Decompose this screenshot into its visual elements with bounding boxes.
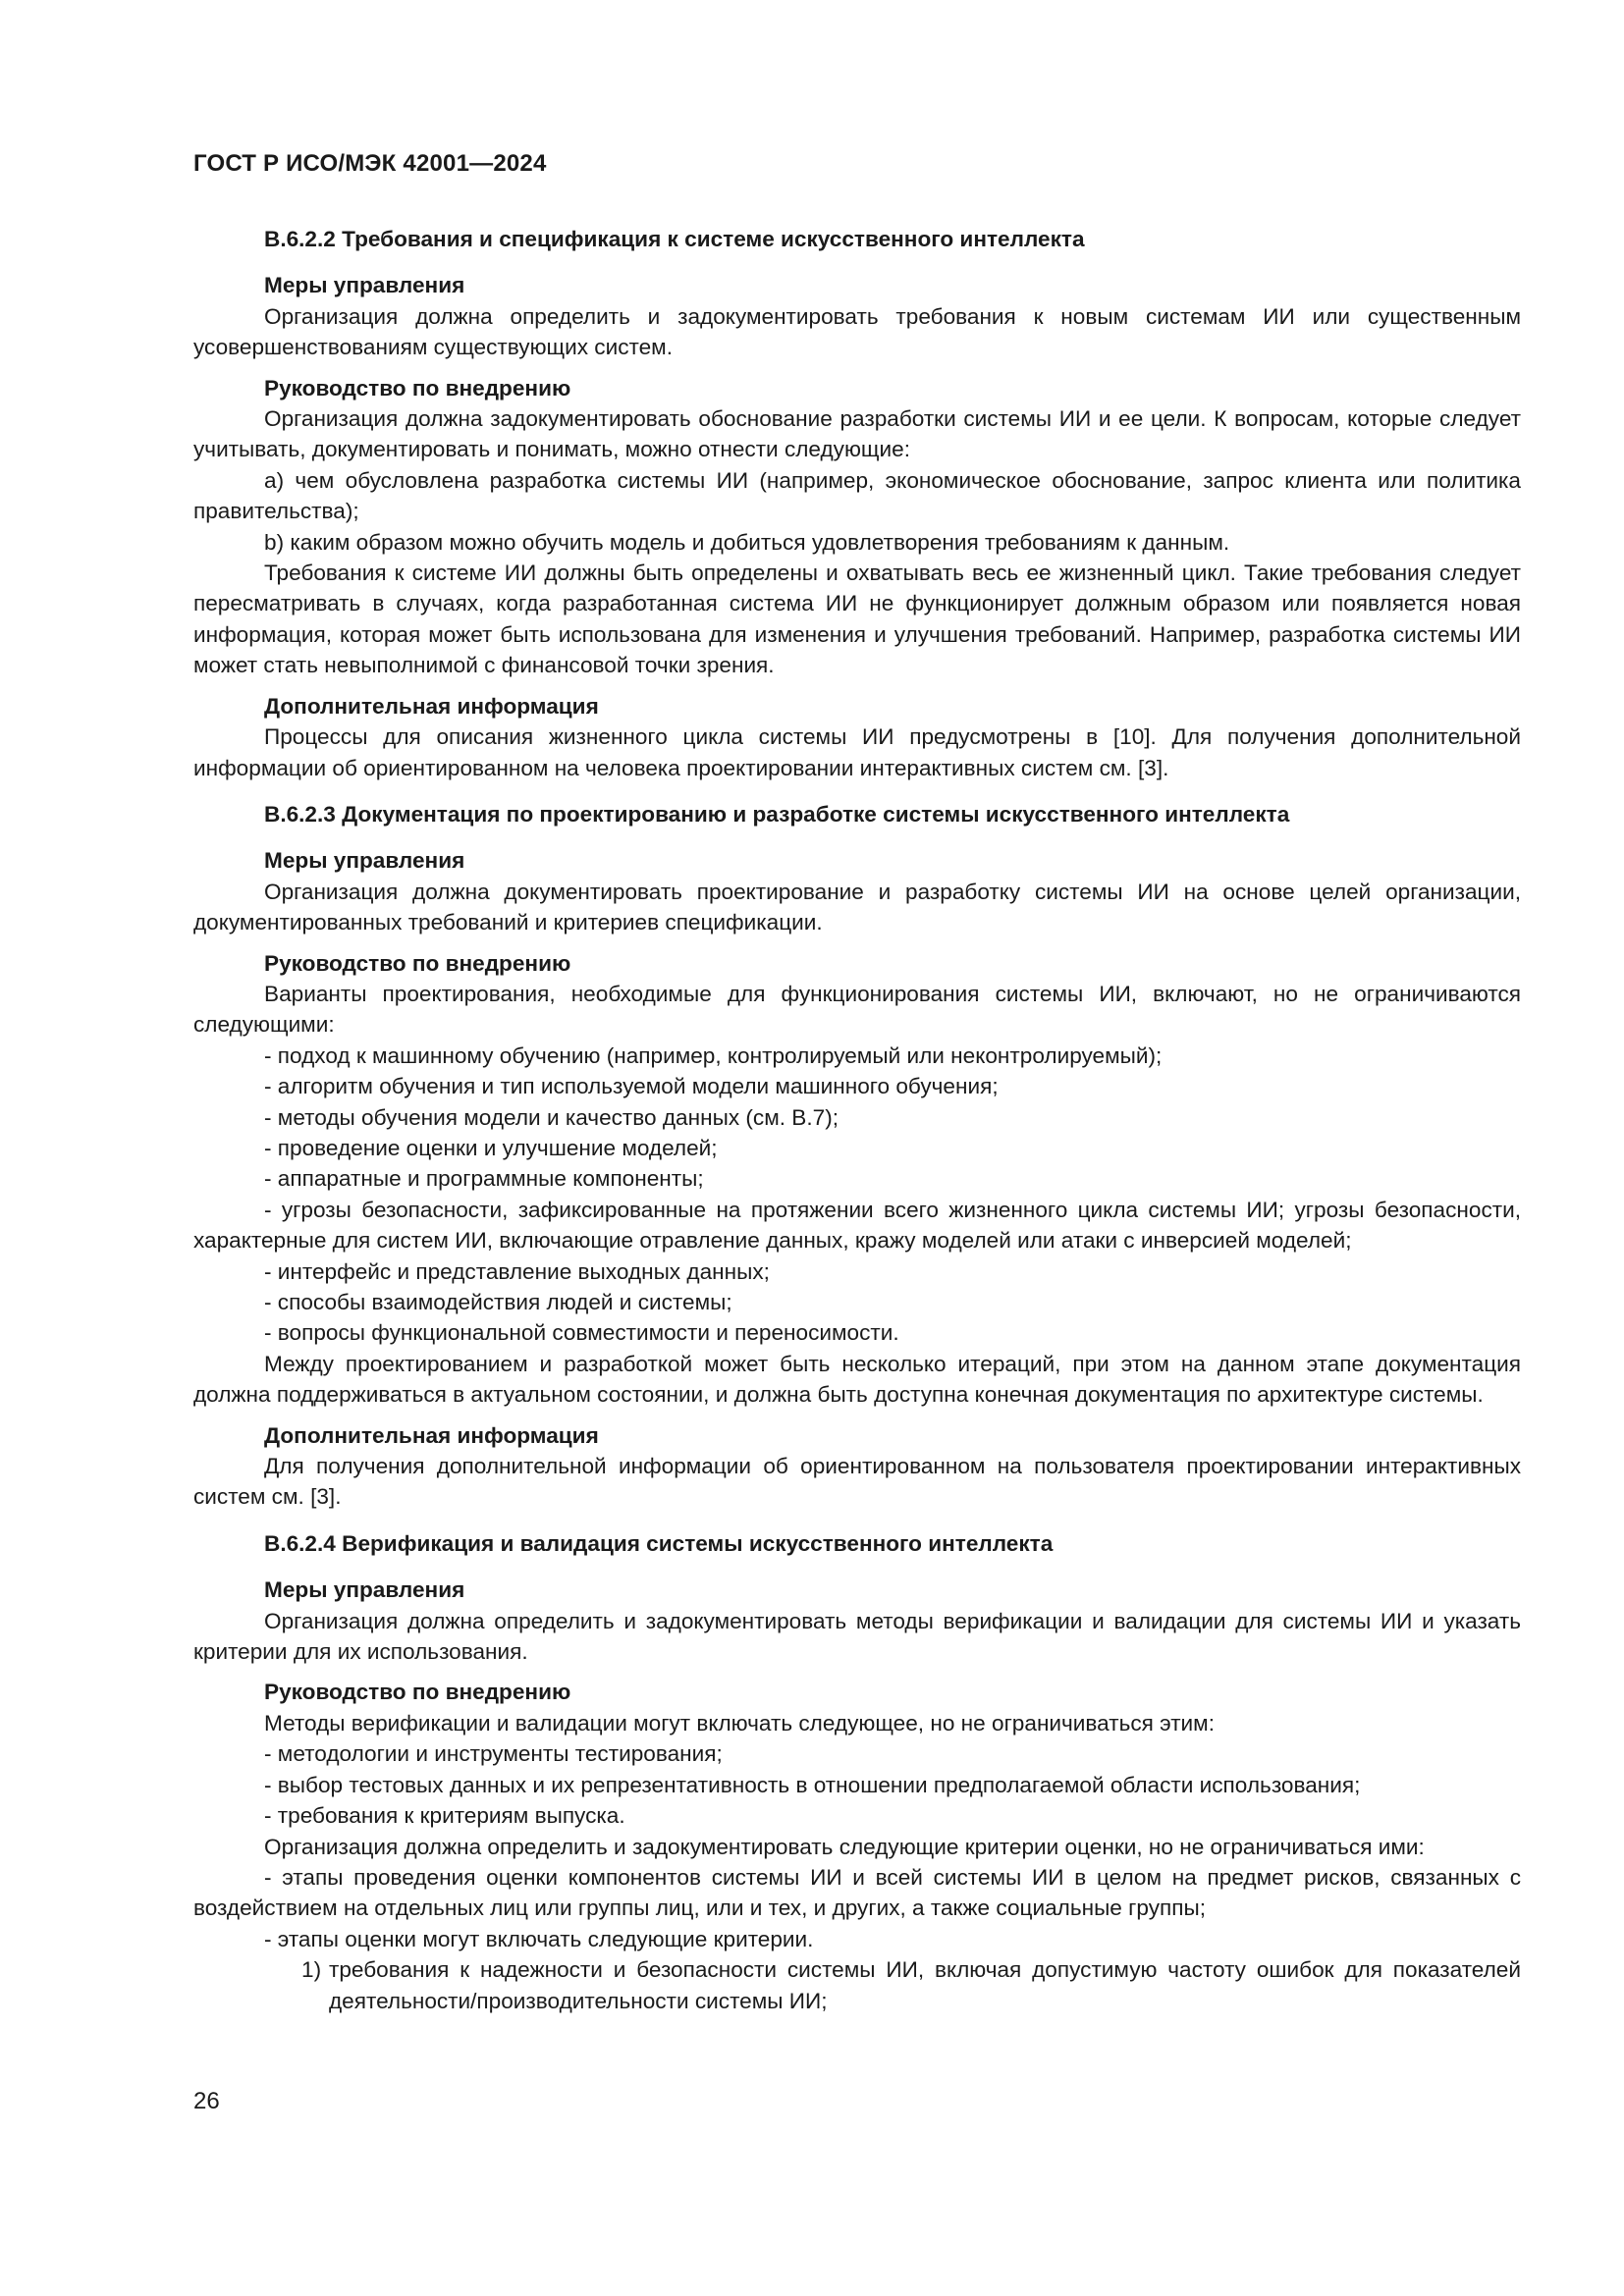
paragraph: Организация должна документировать проектирование и разработку системы ИИ на основе целей организации, документированных требований и критериев спецификации.: [193, 879, 1521, 935]
list-item: a) чем обусловлена разработка системы ИИ (например, экономическое обоснование, запрос клиента или политика правительства);: [193, 467, 1521, 524]
page-number: 26: [193, 2088, 220, 2114]
paragraph: Организация должна задокументировать обоснование разработки системы ИИ и ее цели. К вопросам, которые следует учитывать, документировать и понимать, можно отнести следующие:: [193, 406, 1521, 462]
section-title-b622: В.6.2.2 Требования и спецификация к системе искусственного интеллекта: [264, 227, 1085, 251]
section-title-b623: В.6.2.3 Документация по проектированию и разработке системы искусственного интеллекта: [264, 801, 1290, 827]
guidance-heading: Руководство по внедрению: [264, 1680, 571, 1705]
document-body: [193, 224, 1521, 2016]
item-number: 1): [301, 1957, 322, 1983]
item-text: требования к надежности и безопасности системы ИИ, включая допустимую частоту ошибок для показателей деятельности/производительности системы ИИ;: [329, 1957, 1521, 2013]
guidance-heading: Руководство по внедрению: [264, 375, 571, 400]
paragraph: Варианты проектирования, необходимые для функционирования системы ИИ, включают, но не ограничиваются следующими:: [193, 981, 1521, 1038]
list-item: - этапы проведения оценки компонентов системы ИИ и всей системы ИИ в целом на предмет рисков, связанных с воздействием на отдельных лиц или группы лиц, или и тех, и других, а также социальные группы;: [193, 1864, 1521, 1921]
list-item: - аппаратные и программные компоненты;: [264, 1166, 704, 1192]
guidance-heading: Руководство по внедрению: [264, 950, 571, 976]
list-item: b) каким образом можно обучить модель и добиться удовлетворения требованиям к данным.: [264, 529, 1230, 555]
additional-info-heading: Дополнительная информация: [264, 693, 599, 719]
list-item: - способы взаимодействия людей и системы;: [264, 1290, 732, 1314]
list-item: - вопросы функциональной совместимости и переносимости.: [264, 1320, 899, 1346]
paragraph: Методы верификации и валидации могут включать следующее, но не ограничиваться этим:: [264, 1710, 1215, 1735]
paragraph: Для получения дополнительной информации об ориентированном на пользователя проектировании интерактивных систем см. [3].: [193, 1454, 1521, 1510]
paragraph: Между проектированием и разработкой может быть несколько итераций, при этом на данном этапе документация должна поддерживаться в актуальном состоянии, и должна быть доступна конечная документация по архитектуре системы.: [193, 1351, 1521, 1408]
list-item: - выбор тестовых данных и их репрезентативность в отношении предполагаемой области использования;: [264, 1772, 1361, 1797]
paragraph: Организация должна определить и задокументировать требования к новым системам ИИ или существенным усовершенствованиям существующих систем.: [193, 303, 1521, 360]
list-item: - интерфейс и представление выходных данных;: [264, 1258, 770, 1284]
list-item: - проведение оценки и улучшение моделей;: [264, 1135, 718, 1160]
list-item: - угрозы безопасности, зафиксированные на протяжении всего жизненного цикла системы ИИ; угрозы безопасности, характерные для систем ИИ, включающие отравление данных, кражу моделей или атаки с инверсией моделей;: [193, 1197, 1521, 1254]
numbered-item: [193, 1954, 1521, 2016]
document-header: ГОСТ Р ИСО/МЭК 42001—2024: [193, 150, 547, 177]
paragraph: Организация должна определить и задокументировать методы верификации и валидации для системы ИИ и указать критерии для их использования.: [193, 1608, 1521, 1665]
list-item: - алгоритм обучения и тип используемой модели машинного обучения;: [264, 1074, 999, 1099]
controls-heading: Меры управления: [264, 1577, 465, 1603]
list-item: - этапы оценки могут включать следующие критерии.: [264, 1926, 814, 1951]
additional-info-heading: Дополнительная информация: [264, 1422, 599, 1448]
list-item: - требования к критериям выпуска.: [264, 1803, 625, 1829]
list-item: - методы обучения модели и качество данных (см. В.7);: [264, 1104, 839, 1130]
list-item: - методологии и инструменты тестирования;: [264, 1741, 723, 1767]
paragraph: Процессы для описания жизненного цикла системы ИИ предусмотрены в [10]. Для получения дополнительной информации об ориентированном на человека проектировании интерактивных систем см. [3].: [193, 724, 1521, 780]
list-item: - подход к машинному обучению (например, контролируемый или неконтролируемый);: [264, 1042, 1163, 1068]
controls-heading: Меры управления: [264, 273, 465, 298]
paragraph: Организация должна определить и задокументировать следующие критерии оценки, но не ограничиваться ими:: [264, 1834, 1425, 1859]
paragraph: Требования к системе ИИ должны быть определены и охватывать весь ее жизненный цикл. Такие требования следует пересматривать в случаях, когда разработанная система ИИ не функционирует должным образом или появляется новая информация, которая может быть использована для изменения и улучшения требований. Например, разработка системы ИИ может стать невыполнимой с финансовой точки зрения.: [193, 561, 1521, 678]
controls-heading: Меры управления: [264, 848, 465, 874]
section-title-b624: В.6.2.4 Верификация и валидация системы искусственного интеллекта: [264, 1530, 1054, 1556]
